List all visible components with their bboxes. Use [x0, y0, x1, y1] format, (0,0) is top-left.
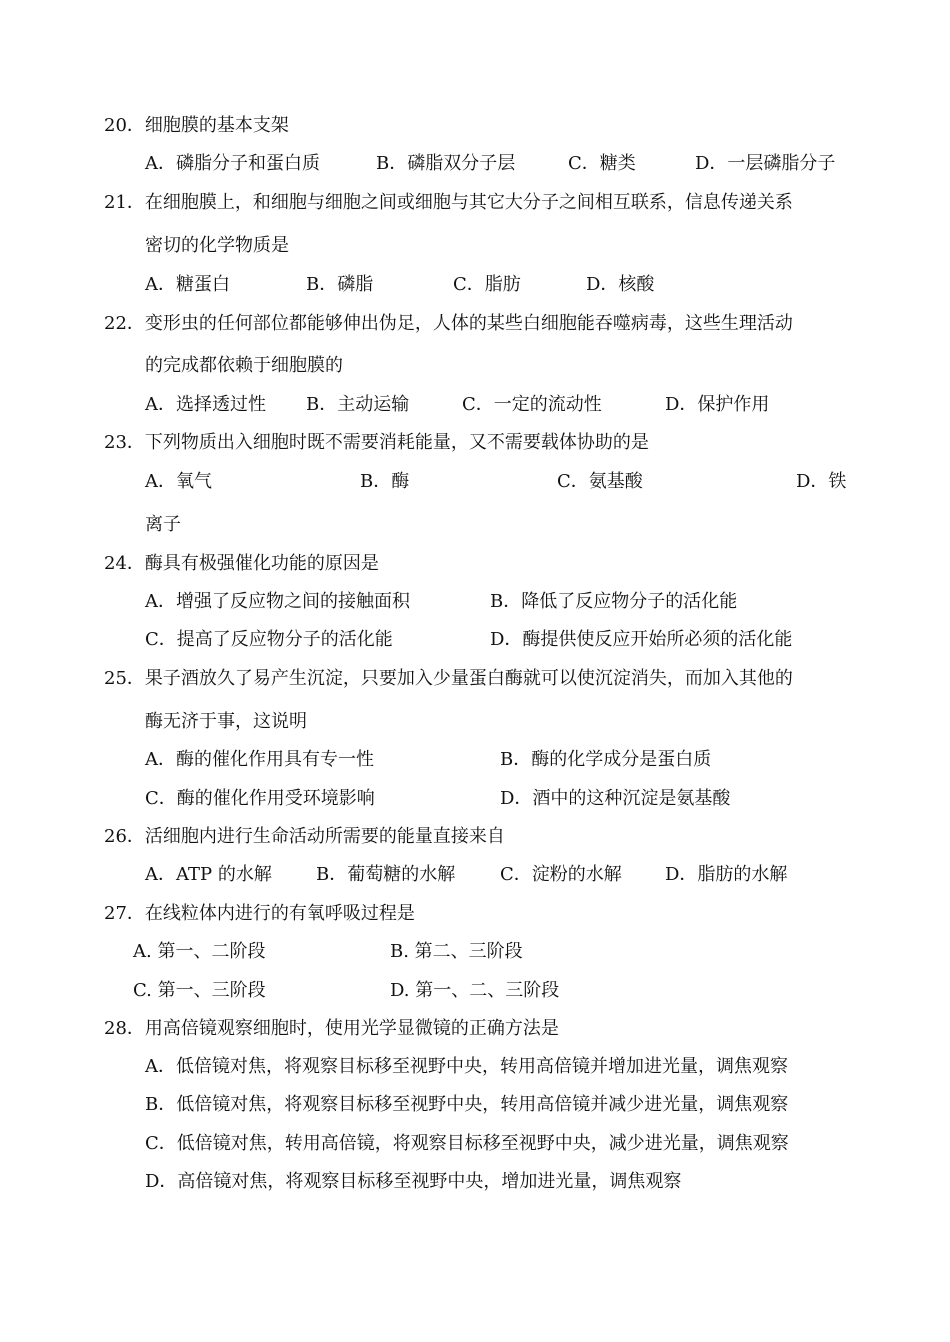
question-stem: 在线粒体内进行的有氧呼吸过程是 — [144, 903, 415, 924]
option-d: D．酶提供使反应开始所必须的活化能 — [490, 629, 793, 650]
option-d: D．铁 — [796, 471, 847, 492]
option-d: D．核酸 — [586, 274, 655, 295]
question-stem: 细胞膜的基本支架 — [144, 115, 289, 136]
option-b: B．磷脂双分子层 — [376, 153, 516, 174]
option-d: D．一层磷脂分子 — [695, 153, 836, 174]
question-stem: 用高倍镜观察细胞时，使用光学显微镜的正确方法是 — [144, 1018, 559, 1039]
question-number: 21． — [104, 192, 145, 213]
question-number: 25． — [104, 668, 145, 689]
option-c: C．脂肪 — [453, 274, 521, 295]
question-24 — [104, 552, 379, 576]
question-number: 28． — [104, 1018, 145, 1039]
option-d: D. 第一、二、三阶段 — [390, 980, 560, 1001]
question-stem: 变形虫的任何部位都能够伸出伪足，人体的某些白细胞能吞噬病毒，这些生理活动 — [144, 313, 793, 334]
option-a: A. 第一、二阶段 — [133, 941, 266, 962]
question-28 — [104, 1017, 559, 1041]
question-stem: 果子酒放久了易产生沉淀，只要加入少量蛋白酶就可以使沉淀消失，而加入其他的 — [144, 668, 793, 689]
question-stem-continuation: 酶无济于事，这说明 — [145, 711, 307, 732]
option-c: C．淀粉的水解 — [500, 864, 622, 885]
option-a: A．选择透过性 — [145, 394, 266, 415]
question-number: 24． — [104, 553, 145, 574]
question-number: 23． — [104, 432, 145, 453]
option-b: B．酶的化学成分是蛋白质 — [500, 749, 712, 770]
question-stem: 酶具有极强催化功能的原因是 — [144, 553, 379, 574]
question-21 — [104, 191, 793, 215]
option-c: C．一定的流动性 — [462, 394, 602, 415]
question-25 — [104, 667, 793, 691]
option-d: D．保护作用 — [665, 394, 770, 415]
question-23 — [104, 431, 649, 455]
option-d-continuation: 离子 — [145, 514, 181, 535]
question-number: 20． — [104, 115, 145, 136]
option-b: B．低倍镜对焦，将观察目标移至视野中央，转用高倍镜并减少进光量，调焦观察 — [145, 1094, 789, 1115]
option-b: B．酶 — [360, 471, 410, 492]
option-b: B．降低了反应物分子的活化能 — [490, 591, 738, 612]
option-a: A．氧气 — [145, 471, 212, 492]
option-b: B．主动运输 — [306, 394, 410, 415]
option-c: C．氨基酸 — [557, 471, 643, 492]
question-22 — [104, 312, 793, 336]
question-number: 27． — [104, 903, 145, 924]
option-d: D．酒中的这种沉淀是氨基酸 — [500, 788, 731, 809]
option-c: C．酶的催化作用受环境影响 — [145, 788, 375, 809]
option-c: C．提高了反应物分子的活化能 — [145, 629, 393, 650]
option-a: A．磷脂分子和蛋白质 — [145, 153, 320, 174]
question-stem: 在细胞膜上，和细胞与细胞之间或细胞与其它大分子之间相互联系，信息传递关系 — [144, 192, 793, 213]
question-stem-continuation: 密切的化学物质是 — [145, 235, 289, 256]
option-b: B．葡萄糖的水解 — [316, 864, 456, 885]
option-a: A．ATP 的水解 — [145, 864, 272, 885]
question-27 — [104, 902, 415, 926]
option-d: D．高倍镜对焦，将观察目标移至视野中央，增加进光量，调焦观察 — [145, 1171, 682, 1192]
question-number: 26． — [104, 826, 145, 847]
question-stem: 活细胞内进行生命活动所需要的能量直接来自 — [144, 826, 505, 847]
option-a: A．低倍镜对焦，将观察目标移至视野中央，转用高倍镜并增加进光量，调焦观察 — [145, 1056, 788, 1077]
option-a: A．增强了反应物之间的接触面积 — [145, 591, 410, 612]
question-26 — [104, 825, 505, 849]
question-stem-continuation: 的完成都依赖于细胞膜的 — [145, 355, 343, 376]
option-c: C．糖类 — [568, 153, 636, 174]
option-b: B. 第二、三阶段 — [390, 941, 523, 962]
question-20 — [104, 114, 289, 138]
question-number: 22． — [104, 313, 145, 334]
option-a: A．酶的催化作用具有专一性 — [145, 749, 374, 770]
option-a: A．糖蛋白 — [145, 274, 230, 295]
option-c: C. 第一、三阶段 — [133, 980, 266, 1001]
question-stem: 下列物质出入细胞时既不需要消耗能量，又不需要载体协助的是 — [144, 432, 649, 453]
option-c: C．低倍镜对焦，转用高倍镜，将观察目标移至视野中央，减少进光量，调焦观察 — [145, 1133, 789, 1154]
option-d: D．脂肪的水解 — [665, 864, 788, 885]
option-b: B．磷脂 — [306, 274, 374, 295]
